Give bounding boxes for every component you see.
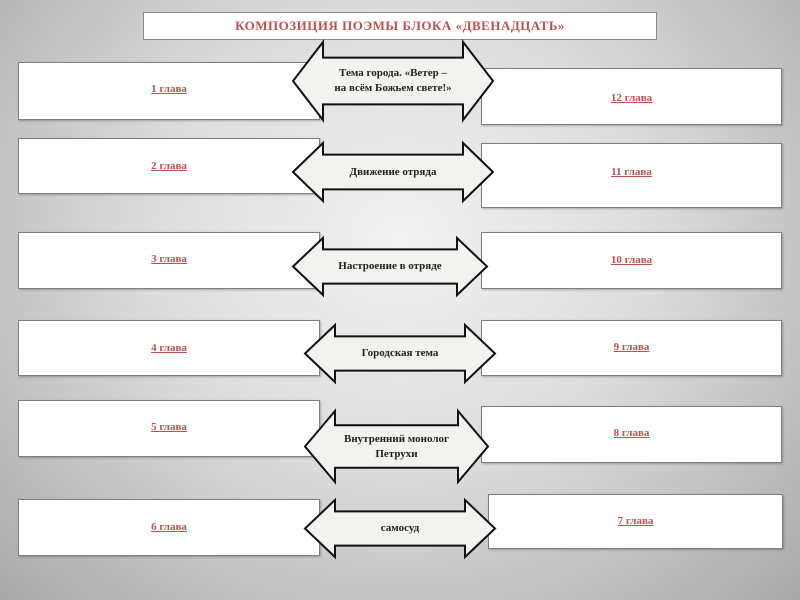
double-arrow-4 (305, 325, 495, 382)
chapter-box-left-3 (18, 232, 320, 289)
arrow-label-1-line-2: на всём Божьем свете!» (334, 82, 452, 94)
double-arrow-5 (305, 411, 488, 482)
arrow-label-2: Движение отряда (349, 165, 437, 178)
chapter-box-left-6 (18, 499, 320, 556)
chapter-box-left-2 (18, 138, 320, 194)
chapter-box-left-1 (18, 62, 320, 120)
arrow-label-5 (305, 411, 488, 482)
arrow-label-3: Настроение в отряде (338, 260, 442, 273)
chapter-link-2[interactable]: 2 глава (151, 160, 187, 172)
chapter-link-1[interactable]: 1 глава (151, 83, 187, 95)
chapter-box-right-12 (481, 68, 782, 125)
arrow-label-1 (293, 42, 493, 120)
chapter-link-4[interactable]: 4 глава (151, 342, 187, 354)
diagram-title: КОМПОЗИЦИЯ ПОЭМЫ БЛОКА «ДВЕНАДЦАТЬ» (143, 12, 657, 40)
arrow-label-1-line-1: Тема города. «Ветер – (339, 67, 447, 80)
chapter-box-right-8 (481, 406, 782, 463)
chapter-link-12[interactable]: 12 глава (610, 92, 653, 104)
chapter-link-6[interactable]: 6 глава (151, 521, 187, 533)
double-arrow-3 (293, 238, 487, 295)
chapter-link-10[interactable]: 10 глава (610, 254, 653, 266)
arrow-label-6: самосуд (380, 522, 420, 535)
chapter-box-right-9 (481, 320, 782, 376)
chapter-box-right-11 (481, 143, 782, 208)
double-arrow-2 (293, 143, 493, 201)
chapter-box-right-7 (488, 494, 783, 549)
arrow-label-5-line-1: Внутренний монолог (343, 432, 450, 445)
arrow-label-4: Городская тема (361, 347, 439, 360)
chapter-box-right-10 (481, 232, 782, 289)
double-arrow-1 (293, 42, 493, 120)
chapter-link-9[interactable]: 9 глава (613, 341, 650, 353)
chapter-link-8[interactable]: 8 глава (613, 427, 650, 439)
chapter-link-3[interactable]: 3 глава (151, 253, 187, 265)
chapter-box-left-4 (18, 320, 320, 376)
chapter-link-7[interactable]: 7 глава (617, 515, 654, 527)
chapter-box-left-5 (18, 400, 320, 457)
double-arrow-6 (305, 500, 495, 557)
chapter-link-5[interactable]: 5 глава (151, 421, 187, 433)
chapter-link-11[interactable]: 11 глава (611, 166, 652, 178)
arrow-label-5-line-2: Петрухи (375, 447, 418, 460)
